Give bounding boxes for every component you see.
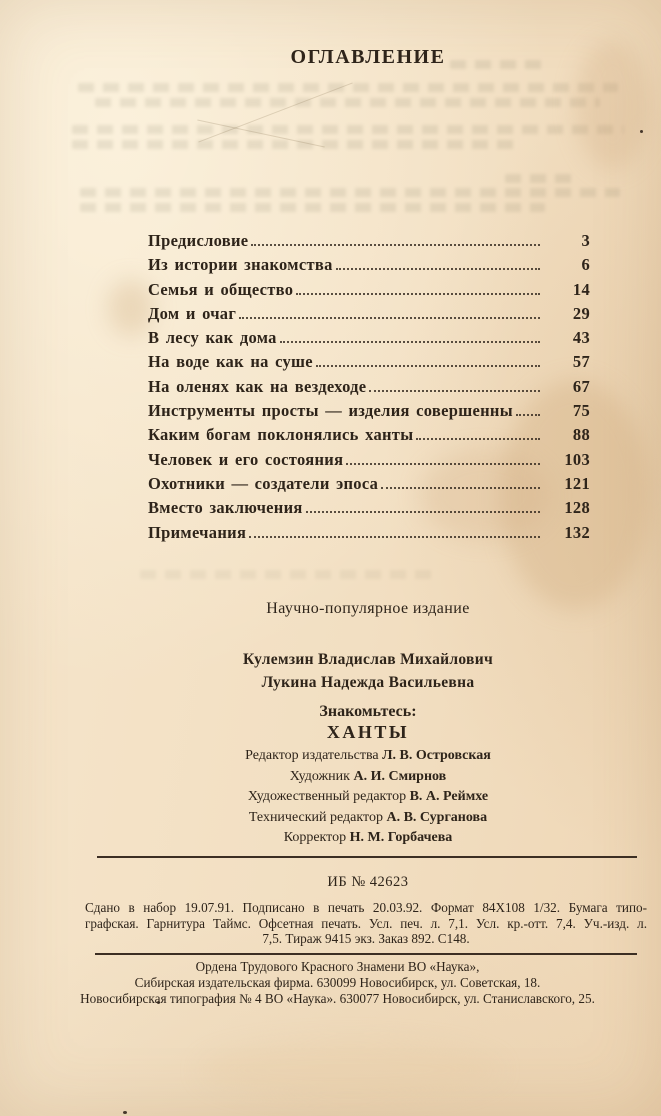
toc-entry-page-number: 67 [572,376,590,396]
toc-entry [148,474,594,498]
toc-dot-leader [251,244,540,246]
toc-entry-page-number: 29 [572,303,590,323]
toc-entry-label: В лесу как дома [148,328,277,348]
toc-entry [148,401,594,425]
toc-dot-leader [416,438,540,440]
toc-entry [148,231,594,255]
ib-number: ИБ № 42623 [327,874,409,890]
toc-entry-label: Охотники — создатели эпоса [148,473,379,493]
imprint-block [85,900,647,947]
toc-dot-leader [280,341,540,343]
toc-entry [148,425,594,449]
credits-block [88,746,648,849]
ink-speck [123,1111,127,1114]
showthrough-ghost-line [505,174,577,183]
credit-line [88,746,648,767]
toc-entry-page-number: 57 [572,352,590,372]
credit-line [88,767,648,788]
divider-rule-bottom [95,953,637,955]
toc-entry-page-number: 75 [572,401,590,421]
publisher-line: Сибирская издательская фирма. 630099 Новосибирск, ул. Советская, 18. [134,974,541,990]
credit-line [88,828,648,849]
toc-entry-label: Из истории знакомства [148,255,333,275]
credit-line [88,808,648,829]
publisher-block [25,959,650,1006]
toc-dot-leader [381,487,540,489]
page-title: ОГЛАВЛЕНИЕ [290,46,446,68]
credit-role: Технический редактор [248,809,387,825]
credit-name: Л. В. Островская [382,748,491,763]
book-title-prefix: Знакомьтесь: [319,703,417,720]
credit-name: В. А. Реймхе [409,789,489,805]
book-title: ХАНТЫ [326,722,410,742]
toc-entry-label: Каким богам поклонялись ханты [148,425,414,445]
toc-dot-leader [369,390,540,392]
toc-entry [148,523,594,547]
toc-dot-leader [239,317,540,319]
toc-entry-page-number: 43 [572,328,590,348]
toc-entry-label: Предисловие [148,231,249,250]
credit-name: А. В. Сурганова [386,809,488,825]
author-name: Кулемзин Владислав Михайлович [242,651,494,668]
author-name: Лукина Надежда Васильевна [261,674,475,691]
colophon-block [88,600,648,849]
publisher-line: Новосибирская типография № 4 ВО «Наука». 630077 Новосибирск, ул. Станиславского, 25. [80,990,595,1006]
toc-entry-label: Семья и общество [148,279,294,299]
toc-dot-leader [316,365,540,367]
credit-role: Художественный редактор [247,789,410,805]
edition-note: Научно-популярное издание [266,600,470,617]
table-of-contents [148,231,594,547]
toc-entry [148,255,594,279]
credit-name: Н. М. Горбачева [349,830,453,846]
authors-block [88,648,648,694]
toc-dot-leader [249,536,540,538]
showthrough-ghost-line [72,125,624,134]
toc-entry [148,352,594,376]
toc-dot-leader [306,511,540,513]
showthrough-ghost-line [140,570,440,579]
toc-entry-page-number: 14 [572,279,590,299]
toc-entry [148,450,594,474]
toc-dot-leader [296,293,540,295]
toc-entry [148,377,594,401]
divider-rule-top [97,856,637,858]
imprint-line: 7,5. Тираж 9415 экз. Заказ 892. С148. [262,931,470,947]
ink-speck [640,130,643,133]
toc-entry [148,328,594,352]
toc-dot-leader [336,268,540,270]
toc-entry [148,280,594,304]
credit-name: А. И. Смирнов [353,768,447,784]
toc-entry [148,498,594,522]
toc-entry-page-number: 3 [581,231,590,250]
toc-entry-page-number: 121 [564,473,590,493]
toc-entry-page-number: 103 [564,449,590,469]
toc-entry [148,304,594,328]
paper-stain [200,1040,500,1100]
toc-entry-label: Инструменты просты — изделия совершенны [148,401,513,421]
toc-entry-page-number: 128 [564,498,590,518]
credit-role: Редактор издательства [245,748,383,763]
toc-dot-leader [516,414,540,416]
toc-entry-label: На воде как на суше [148,352,313,372]
publisher-line: Ордена Трудового Красного Знамени ВО «Наука», [195,959,480,974]
toc-entry-page-number: 132 [564,522,590,542]
showthrough-ghost-line [95,98,600,107]
showthrough-ghost-line [80,203,545,212]
toc-entry-label: Дом и очаг [148,303,237,323]
credit-role: Художник [289,768,354,784]
toc-entry-page-number: 88 [572,425,590,445]
toc-entry-label: Вместо заключения [148,498,303,518]
toc-entry-label: Примечания [148,522,247,542]
toc-dot-leader [346,463,540,465]
toc-entry-label: Человек и его состояния [148,449,344,469]
credit-role: Корректор [283,830,350,846]
toc-entry-label: На оленях как на вездеходе [148,376,367,396]
showthrough-ghost-line [80,188,620,197]
credit-line [88,787,648,808]
toc-entry-page-number: 6 [581,255,590,275]
imprint-line: графская. Гарнитура Таймс. Офсетная печать. Усл. печ. л. 7,1. Усл. кр.-отт. 7,4. Уч.-изд. л. [85,915,647,931]
imprint-line: Сдано в набор 19.07.91. Подписано в печать 20.03.92. Формат 84Х108 1/32. Бумага типо- [85,900,647,915]
